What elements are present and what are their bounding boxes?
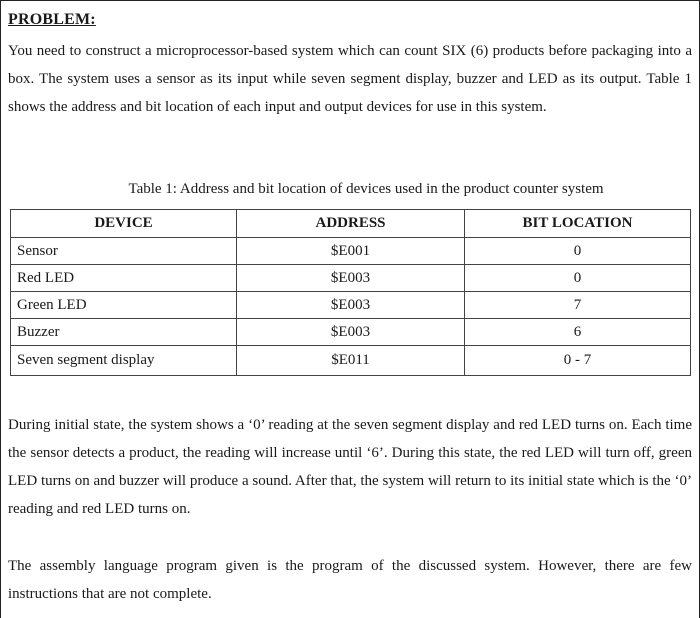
cell-bit: 0 - 7 — [465, 346, 691, 376]
header-address: ADDRESS — [237, 210, 465, 238]
cell-device: Buzzer — [11, 319, 237, 346]
cell-device: Red LED — [11, 265, 237, 292]
cell-bit: 7 — [465, 292, 691, 319]
cell-bit: 0 — [465, 265, 691, 292]
table-row — [11, 238, 691, 265]
cell-address: $E003 — [237, 265, 465, 292]
system-description-paragraph: During initial state, the system shows a ‘0’ reading at the seven segment display and red LED turns on. Each time the sensor detects a product, the reading will increase until ‘6’. During this state, the red LED will turn off, green LED turns on and buzzer will produce a sound. After that, the system will return to its initial state which is the ‘0’ reading and red LED turns on. — [8, 417, 692, 517]
cell-address: $E001 — [237, 238, 465, 265]
cell-device: Green LED — [11, 292, 237, 319]
problem-heading: PROBLEM: — [8, 11, 96, 28]
table-row — [11, 265, 691, 292]
table-row — [11, 346, 691, 376]
device-address-table — [10, 209, 691, 376]
table-caption: Table 1: Address and bit location of devices used in the product counter system — [128, 181, 604, 197]
cell-bit: 0 — [465, 238, 691, 265]
program-note-paragraph: The assembly language program given is the program of the discussed system. However, there are few instructions that are not complete. — [8, 558, 692, 602]
cell-address: $E003 — [237, 319, 465, 346]
cell-device: Sensor — [11, 238, 237, 265]
problem-intro-paragraph: You need to construct a microprocessor-based system which can count SIX (6) products before packaging into a box. The system uses a sensor as its input while seven segment display, buzzer and LED as its output. Table 1 shows the address and bit location of each input and output devices for use in this system. — [8, 43, 692, 115]
table-row — [11, 319, 691, 346]
cell-address: $E003 — [237, 292, 465, 319]
cell-device: Seven segment display — [11, 346, 237, 376]
cell-address: $E011 — [237, 346, 465, 376]
header-bit-location: BIT LOCATION — [465, 210, 691, 238]
cell-bit: 6 — [465, 319, 691, 346]
table-header-row — [11, 210, 691, 238]
table-row — [11, 292, 691, 319]
header-device: DEVICE — [11, 210, 237, 238]
